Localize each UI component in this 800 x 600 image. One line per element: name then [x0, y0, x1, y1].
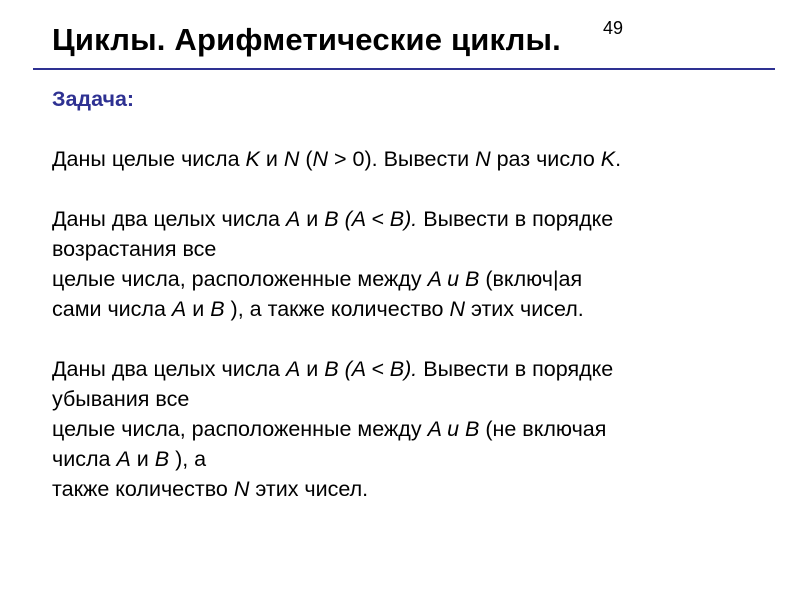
text-run: целые числа, расположенные между — [52, 417, 428, 441]
text-line — [52, 414, 787, 444]
text-line — [52, 444, 787, 474]
variable-a: A — [285, 357, 301, 381]
text-line — [52, 294, 787, 324]
text-run: целые числа, расположенные между — [52, 267, 428, 291]
variable-range: A и B — [427, 267, 480, 291]
page-number: 49 — [603, 18, 624, 38]
text-run: ), а также количество — [224, 297, 450, 321]
text-run: ( — [299, 147, 313, 171]
variable-a: A — [285, 207, 301, 231]
variable-k: K — [245, 147, 260, 171]
variable-b: B — [210, 297, 225, 321]
task-paragraph-1 — [52, 144, 787, 174]
variable-range: A и B — [427, 417, 480, 441]
text-run: . — [615, 147, 622, 171]
text-run: и — [300, 207, 325, 231]
slide-body — [52, 84, 787, 504]
condition: (A < B). — [344, 357, 418, 381]
text-run: Даны два целых числа — [52, 207, 286, 231]
text-line — [52, 354, 787, 384]
text-run: (включ|ая — [479, 267, 583, 291]
text-run: и — [186, 297, 211, 321]
text-line — [52, 204, 787, 234]
text-line — [52, 144, 787, 174]
variable-k: K — [600, 147, 616, 171]
condition: (A < B). — [344, 207, 418, 231]
variable-a: A — [171, 297, 187, 321]
text-run: Вывести в порядке — [417, 357, 614, 381]
title-divider — [33, 68, 775, 70]
text-run: Вывести в порядке — [417, 207, 614, 231]
text-run: раз число — [490, 147, 601, 171]
variable-b: B — [324, 357, 339, 381]
text-run: Даны целые числа — [52, 147, 246, 171]
text-run: > 0). Вывести — [328, 147, 476, 171]
text-run: ), а — [169, 447, 207, 471]
variable-n: N — [475, 147, 491, 171]
task-paragraph-3 — [52, 354, 787, 504]
text-run: сами числа — [52, 297, 172, 321]
slide-title: Циклы. Арифметические циклы. — [52, 22, 561, 57]
task-paragraph-2 — [52, 204, 787, 324]
variable-a: A — [116, 447, 131, 471]
task-label: Задача: — [52, 87, 135, 111]
text-run: Даны два целых числа — [52, 357, 286, 381]
text-line: возрастания все — [52, 237, 217, 261]
variable-b: B — [324, 207, 339, 231]
variable-n: N — [233, 477, 250, 501]
text-line — [52, 474, 787, 504]
text-run: числа — [52, 447, 117, 471]
variable-b: B — [154, 447, 170, 471]
text-run: этих чисел. — [249, 477, 369, 501]
text-run: и — [130, 447, 155, 471]
text-line — [52, 264, 787, 294]
text-line: убывания все — [52, 387, 190, 411]
variable-n: N — [449, 297, 465, 321]
text-run: и — [259, 147, 284, 171]
variable-n: N — [283, 147, 300, 171]
text-run: этих чисел. — [464, 297, 584, 321]
text-run: (не включая — [479, 417, 607, 441]
text-run: и — [300, 357, 325, 381]
text-run: также количество — [52, 477, 234, 501]
variable-n: N — [312, 147, 329, 171]
